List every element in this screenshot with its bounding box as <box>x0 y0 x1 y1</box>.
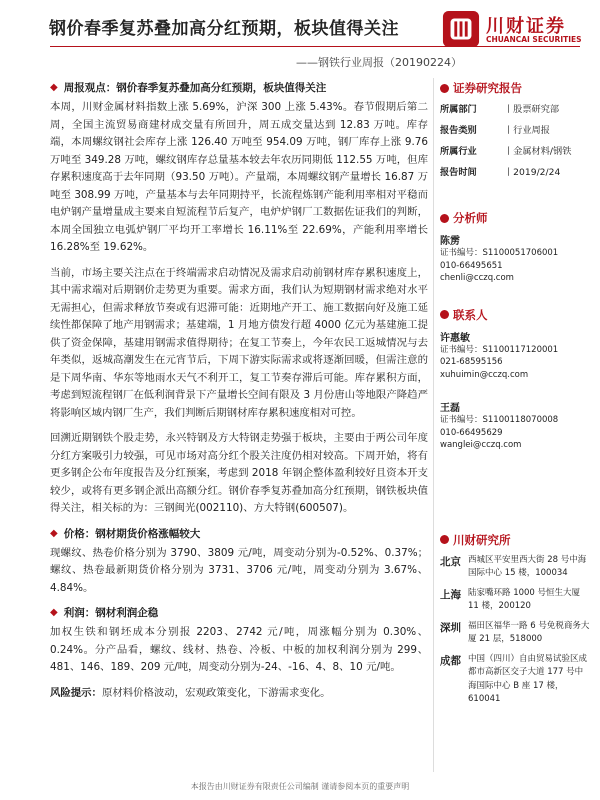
contact-name: 王磊 <box>440 403 460 414</box>
info-row: 所属行业 丨金属材料/钢铁 <box>440 146 572 157</box>
price-heading <box>50 526 428 541</box>
diamond-icon: ◆ <box>50 527 58 539</box>
info-row: 报告类别 丨行业周报 <box>440 125 550 136</box>
profit-label: 利润：钢材利润企稳 <box>63 607 159 619</box>
analyst-phone: 010-66495651 <box>440 260 503 271</box>
analyst-name: 陈雳 <box>440 236 460 247</box>
analyst-email[interactable]: chenli@cczq.com <box>440 273 514 283</box>
diamond-icon: ◆ <box>50 82 58 93</box>
viewpoint-label: 周报观点：钢价春季复苏叠加高分红预期，板块值得关注 <box>63 82 327 94</box>
contact-cert: 证书编号：S1100117120001 <box>440 344 559 355</box>
price-paragraph: 现螺纹、热卷价格分别为 3790、3809 元/吨，周变动分别为-0.52%、0.37%；螺纹、热卷最新期货价格分别为 3731、3706 元/吨，周变动分别为 3.67%、4.84%。 <box>50 546 428 594</box>
info-row: 报告时间 丨2019/2/24 <box>440 167 561 178</box>
bullet-icon <box>440 310 449 319</box>
viewpoint-heading <box>50 80 428 95</box>
column-divider <box>433 78 434 772</box>
firm-heading: 川财研究所 <box>440 532 590 548</box>
footer-disclaimer: 本报告由川财证券有限责任公司编制 谨请参阅本页的重要声明 <box>190 782 410 791</box>
profit-paragraph: 加权生铁和钢坯成本分别报 2203、2742 元/吨，周涨幅分别为 0.30%、0.24%。分产品看，螺纹、线材、热卷、冷板、中板的加权利润分别为 299、481、146、189、209 元/吨，周变动分别为-24、-16、4、8、10 元/吨。 <box>50 626 428 673</box>
office-entry: 深圳 福田区福华一路 6 号免税商务大厦 21 层，518000 <box>440 620 590 644</box>
analyst-cert: 证书编号：S1100051706001 <box>440 248 559 258</box>
info-row: 所属部门 丨股票研究部 <box>440 104 560 115</box>
paragraph: 当前，市场主要关注点在于终端需求启动情况及需求启动前钢材库存累积速度上，其中需求端对后期钢价走势更为重要。需求方面，我们认为短期钢材需求绝对水平无需担心，但需求释放节奏或有迟滞可能：近期地产开工、施工数据向好及施工延续性都保障了地产用钢需求；基建端，1 月地方债发行超 4000 亿元为基建施工提供了资金保障，基建用钢需求值得期待；在复工节奏上，今年农民工返城情况与去年类似，返城高潮发生在元宵节后，下周下游实际需求或将逐渐回暖，但需注意的是下周华南、华东等地雨水天气不利开工，复工节奏存滞后可能。库存累积方面，考虑到短流程钢厂在低利润背景下产量增长空间有限及 3 月份唐山等地限产降趋严将影响区域内钢厂生产，我们判断后期钢材库存累积速度相对可控。 <box>50 266 428 419</box>
contact-cert: 证书编号：S1100118070008 <box>440 415 559 425</box>
logo-text-en: CHUANCAI SECURITIES <box>486 35 582 44</box>
logo-text-cn: 川财证券 <box>486 16 566 37</box>
contact-phone: 021-68595156 <box>440 357 503 367</box>
profit-heading <box>50 605 428 620</box>
office-entry: 北京 西城区平安里西大街 28 号中海国际中心 15 楼，100034 <box>440 554 587 578</box>
bullet-icon <box>440 535 449 544</box>
bullet-icon <box>440 84 449 93</box>
report-info-heading: 证券研究报告 <box>440 80 590 96</box>
paragraph: 本周，川财金属材料指数上涨 5.69%，沪深 300 上涨 5.43%。春节假期后第二周，全国主流贸易商建材成交量有所回升，周五成交量达到 12.83 万吨。库存端，本周螺纹钢社会库存上涨 126.40 万吨至 954.09 万吨，钢厂库存上涨 9.76 万吨至 349.28 万吨，螺纹钢库存总量基本较去年农历同期低 112.55 万吨，但库存累积速度高于去年同期（93.50 万吨）。产量端，本周螺纹钢产量增长 16.87 万吨至 308.99 万吨，产量基本与去年同期持平，长流程炼钢产能利用率相对平稳而电炉钢产量增量成主要来自短流程节后复产，电炉炉钢厂工数据佐证我们的判断，本周全国独立电弧炉钢厂平均开工率增长 16.11%至 22.69%，产能利用率增长 16.28%至 19.62%。 <box>50 101 428 253</box>
company-logo <box>442 8 582 52</box>
office-entry: 成都 中国（四川）自由贸易试验区成都市高新区交子大道 177 号中海国际中心 B 座 17 楼，610041 <box>440 653 588 704</box>
logo-icon <box>442 10 480 48</box>
bullet-icon <box>440 214 449 223</box>
report-subtitle: ——钢铁行业周报（20190224） <box>296 56 462 69</box>
contact-email[interactable]: wanglei@cczq.com <box>440 440 522 450</box>
contact-name: 许惠敏 <box>440 332 470 344</box>
risk-text: 原材料价格波动，宏观政策变化，下游需求变化。 <box>101 686 331 699</box>
analyst-heading: 分析师 <box>440 210 590 226</box>
main-content <box>50 80 428 710</box>
contact-heading: 联系人 <box>440 307 590 323</box>
report-title: 钢价春季复苏叠加高分红预期，板块值得关注 <box>49 19 399 39</box>
office-entry: 上海 陆家嘴环路 1000 号恒生大厦 11 楼，200120 <box>440 587 581 611</box>
sidebar <box>440 80 590 713</box>
paragraph: 回溯近期钢铁个股走势，永兴特钢及方大特钢走势强于板块，主要由于两公司年度分红方案吸引力较强，可见市场对高分红个股关注度仍相对较高。下周开始，将有更多钢企公布年度报告及分红预案，考虑到 2018 年钢企整体盈利较好且资本开支较少，或将有更多钢企派出高额分红。钢价春季复苏叠加高分红预期，钢铁板块值得关注，相关标的为：三钢闽光(002110)、方大特钢(600507)。 <box>50 432 428 514</box>
price-label: 价格：钢材期货价格涨幅较大 <box>63 527 201 540</box>
contact-phone: 010-66495629 <box>440 427 503 438</box>
contact-email[interactable]: xuhuimin@cczq.com <box>440 369 529 380</box>
risk-paragraph <box>50 685 428 703</box>
diamond-icon: ◆ <box>50 607 58 618</box>
risk-label: 风险提示： <box>50 686 102 699</box>
